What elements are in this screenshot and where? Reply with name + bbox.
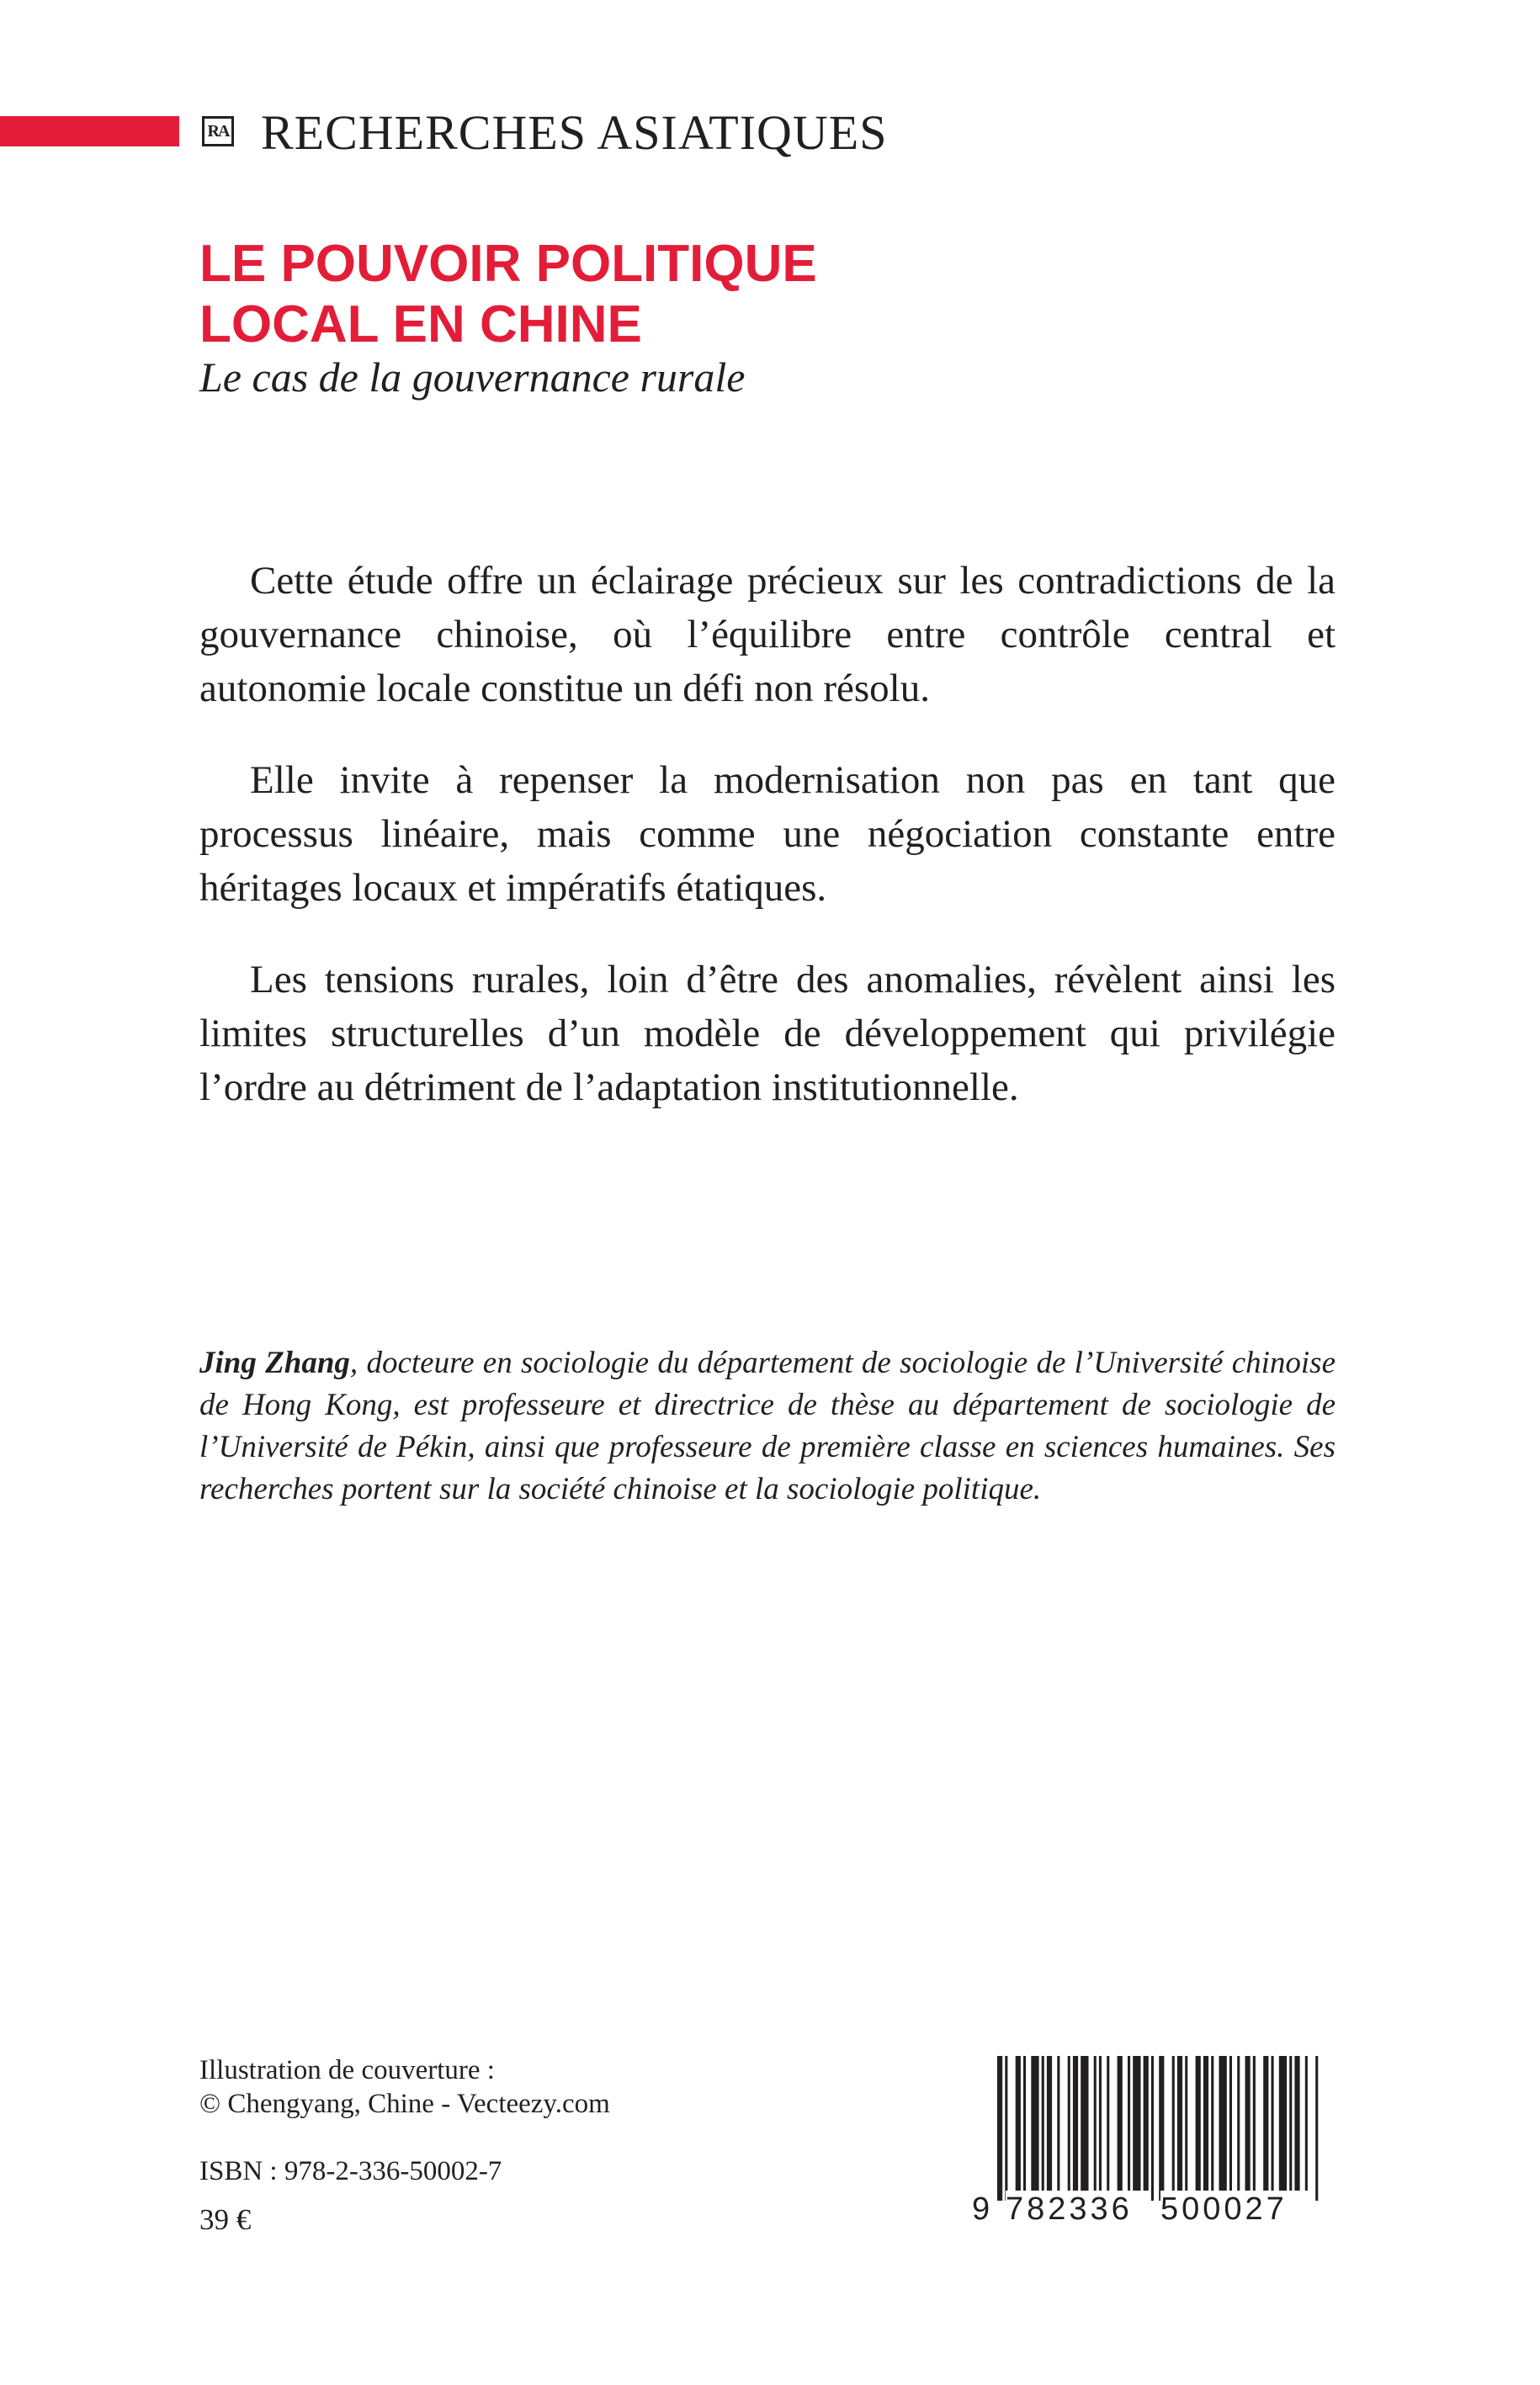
author-bio-text: , docteure en sociologie du département de sociologie de l’Université chinoise de Hong Kong, est professeure et directrice de thèse au département de sociologie de l’Université de Pékin, ainsi que professeure de première classe en sciences humaines. Ses recherches portent sur la société chinoise et la sociologie politique. [199,1346,1336,1506]
barcode [972,2049,1325,2226]
author-bio [199,1342,1336,1511]
barcode-group-2: 500027 [1160,2191,1312,2228]
red-accent-bar [0,116,179,146]
barcode-digits [972,2191,1325,2228]
series-name: RECHERCHES ASIATIQUES [261,105,888,160]
isbn: ISBN : 978-2-336-50002-7 [199,2156,502,2186]
barcode-lead-digit: 9 [972,2191,994,2227]
blurb-paragraph-1: Cette étude offre un éclairage précieux sur les contradictions de la gouvernance chinoise, où l’équilibre entre contrôle central et autonomie locale constitue un défi non résolu. [199,559,1336,710]
credits-line-1: Illustration de couverture : [199,2055,495,2085]
barcode-group-1: 782336 [1006,2191,1149,2228]
author-name: Jing Zhang [199,1346,350,1380]
series-logo-icon: RA [202,116,234,146]
credits-line-2: © Chengyang, Chine - Vecteezy.com [199,2089,610,2119]
blurb-paragraph-3: Les tensions rurales, loin d’être des anomalies, révèlent ainsi les limites structurelles d’un modèle de développement qui privilégie l’ordre au détriment de l’adaptation institutionnelle. [199,958,1336,1109]
book-title [199,234,817,355]
title-line-1: LE POUVOIR POLITIQUE [199,235,817,293]
blurb-paragraph-2: Elle invite à repenser la modernisation non pas en tant que processus linéaire, mais comme une négociation constante entre héritages locaux et impératifs étatiques. [199,758,1336,910]
title-line-2: LOCAL EN CHINE [199,295,642,353]
price: 39 € [199,2203,252,2236]
blurb [199,554,1336,1152]
book-subtitle: Le cas de la gouvernance rurale [199,353,746,401]
cover-credits [199,2053,610,2121]
barcode-bars-icon [972,2049,1325,2201]
